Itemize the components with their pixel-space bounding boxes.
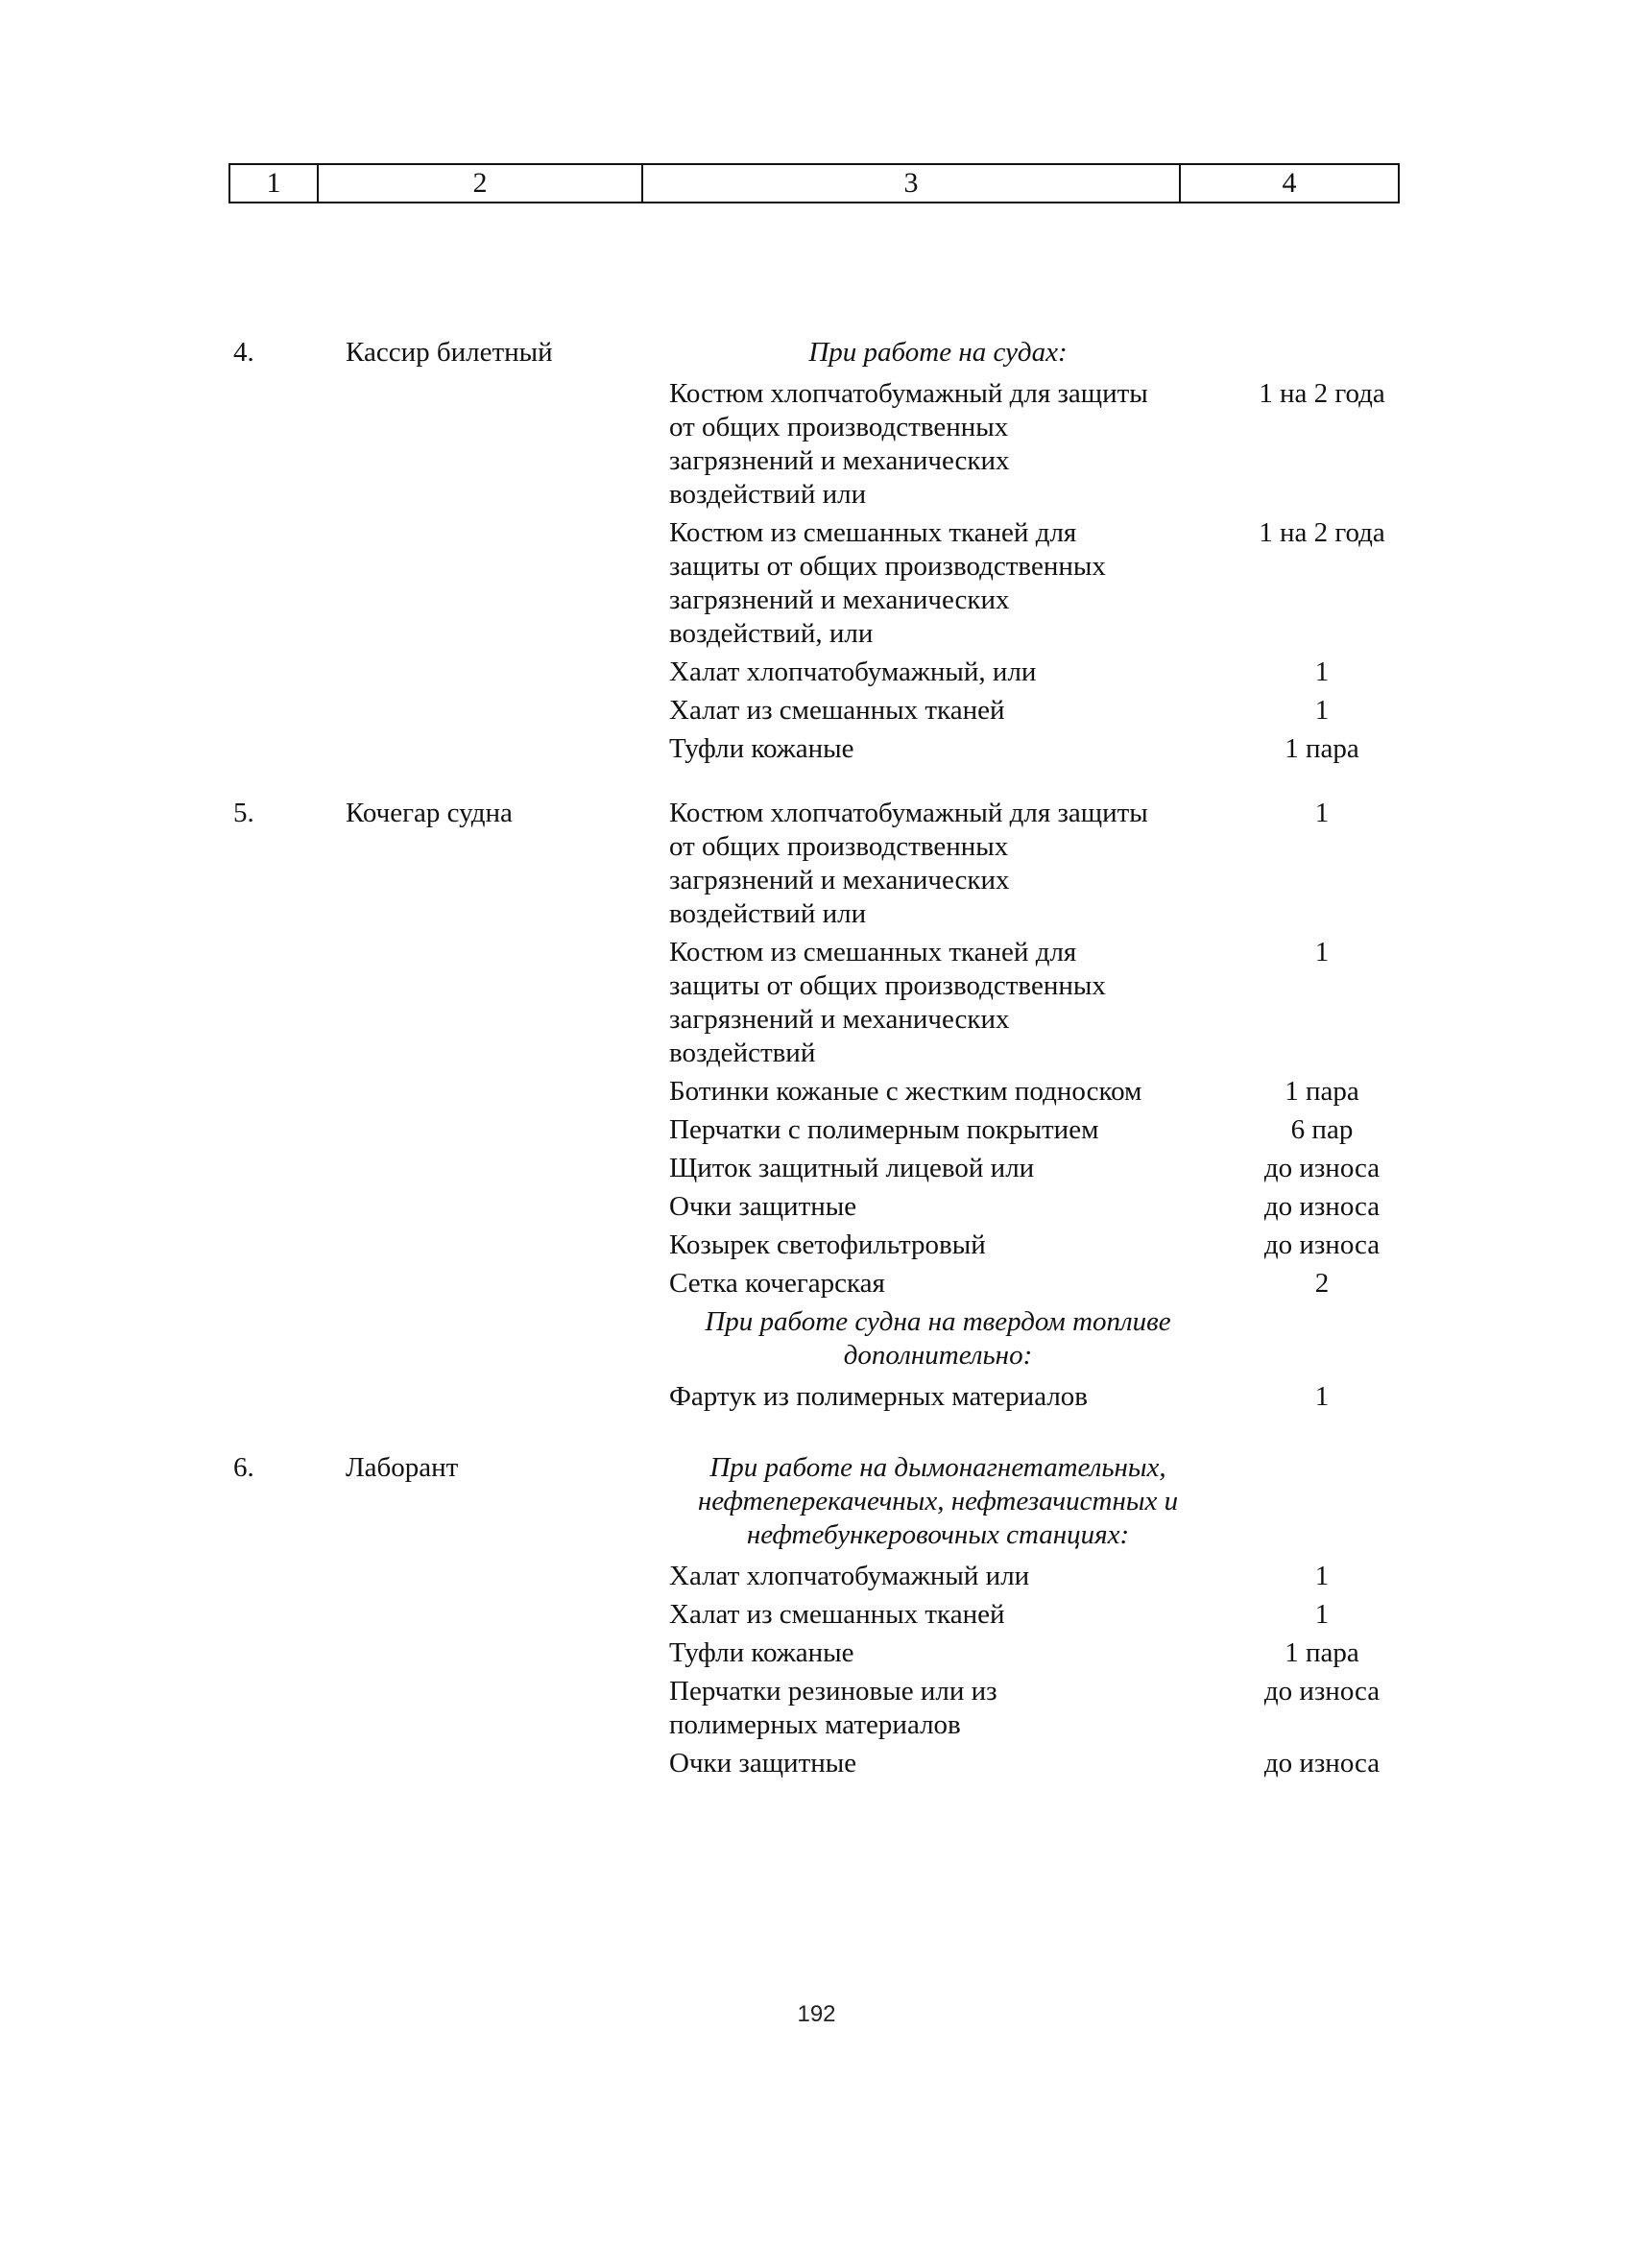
- item-quantity: 1: [1314, 1599, 1330, 1630]
- item-name: Костюм хлопчатобумажный для защиты от общих производственных загрязнений и механических воздействий или: [669, 378, 1148, 510]
- item-quantity: 1 на 2 года: [1259, 378, 1385, 409]
- item-name: Перчатки с полимерным покрытием: [669, 1114, 1099, 1145]
- item-quantity: до износа: [1263, 1153, 1381, 1183]
- protective-equipment-list: [669, 1451, 1381, 1785]
- column-number-1: 1: [230, 165, 319, 202]
- condition-heading: При работе на дымонагнетательных, нефтеперекачечных, нефтезачистных и нефтебункеровочных станциях:: [697, 1452, 1179, 1550]
- list-item: [669, 516, 1385, 651]
- item-name: Козырек светофильтровый: [669, 1229, 986, 1260]
- list-item: [669, 1598, 1330, 1632]
- item-name: Халат из смешанных тканей: [669, 695, 1005, 726]
- condition-heading: При работе на судах:: [808, 337, 1068, 368]
- item-name: Костюм из смешанных тканей для защиты от общих производственных загрязнений и механических воздействий, или: [669, 517, 1106, 649]
- list-item: [669, 1675, 1381, 1742]
- item-quantity: 1: [1314, 1381, 1330, 1412]
- list-item: [669, 936, 1330, 1070]
- profession-name: Кассир билетный: [346, 337, 553, 368]
- item-quantity: 1: [1314, 937, 1330, 967]
- item-name: Щиток защитный лицевой или: [669, 1153, 1035, 1183]
- profession-name: Кочегар судна: [346, 798, 513, 828]
- item-quantity: 1 пара: [1285, 1637, 1359, 1668]
- item-name: Фартук из полимерных материалов: [669, 1381, 1088, 1412]
- item-name: Халат хлопчатобумажный, или: [669, 657, 1037, 687]
- item-name: Туфли кожаные: [669, 733, 854, 764]
- item-name: Костюм из смешанных тканей для защиты от общих производственных загрязнений и механических воздействий: [669, 937, 1106, 1068]
- item-name: Ботинки кожаные с жестким подноском: [669, 1076, 1142, 1107]
- list-item: [669, 1747, 1381, 1780]
- list-item: [669, 1560, 1330, 1593]
- item-name: Перчатки резиновые или из полимерных материалов: [669, 1676, 997, 1740]
- column-number-2: 2: [319, 165, 643, 202]
- item-quantity: 6 пар: [1290, 1114, 1354, 1145]
- item-quantity: 1: [1314, 657, 1330, 687]
- item-name: Костюм хлопчатобумажный для защиты от общих производственных загрязнений и механических воздействий или: [669, 798, 1148, 929]
- row-number: 6.: [233, 1452, 254, 1483]
- item-quantity: 1: [1314, 798, 1330, 828]
- item-quantity: до износа: [1263, 1229, 1381, 1260]
- list-item: [669, 694, 1330, 728]
- page-number: 192: [797, 2001, 836, 2027]
- column-number-3: 3: [643, 165, 1181, 202]
- list-item: [669, 1113, 1354, 1147]
- item-quantity: 1: [1314, 695, 1330, 726]
- column-number-header: [228, 163, 1400, 203]
- condition-heading: При работе судна на твердом топливе дополнительно:: [705, 1306, 1171, 1371]
- item-quantity: до износа: [1263, 1676, 1381, 1707]
- item-quantity: 1 пара: [1285, 733, 1359, 764]
- list-item: [669, 732, 1359, 766]
- list-item: [669, 1380, 1330, 1414]
- item-name: Халат хлопчатобумажный или: [669, 1561, 1030, 1591]
- list-item: [669, 377, 1385, 512]
- item-quantity: 1: [1314, 1561, 1330, 1591]
- item-name: Сетка кочегарская: [669, 1268, 885, 1299]
- list-item: [669, 1152, 1381, 1185]
- list-item: [669, 1075, 1359, 1109]
- item-name: Халат из смешанных тканей: [669, 1599, 1005, 1630]
- protective-equipment-list: [669, 336, 1385, 771]
- list-item: [669, 656, 1330, 689]
- row-number: 5.: [233, 798, 254, 828]
- item-quantity: до износа: [1263, 1748, 1381, 1779]
- item-name: Туфли кожаные: [669, 1637, 854, 1668]
- protective-equipment-list: [669, 797, 1381, 1419]
- item-quantity: до износа: [1263, 1191, 1381, 1222]
- list-item: [669, 1636, 1359, 1670]
- list-item: [669, 1267, 1330, 1301]
- item-name: Очки защитные: [669, 1191, 857, 1222]
- profession-name: Лаборант: [346, 1452, 459, 1483]
- list-item: [669, 797, 1330, 931]
- row-number: 4.: [233, 337, 254, 368]
- item-quantity: 1 пара: [1285, 1076, 1359, 1107]
- list-item: [669, 1229, 1381, 1262]
- item-quantity: 1 на 2 года: [1259, 517, 1385, 548]
- column-number-4: 4: [1282, 167, 1297, 199]
- item-quantity: 2: [1314, 1268, 1330, 1299]
- item-name: Очки защитные: [669, 1748, 857, 1779]
- list-item: [669, 1190, 1381, 1224]
